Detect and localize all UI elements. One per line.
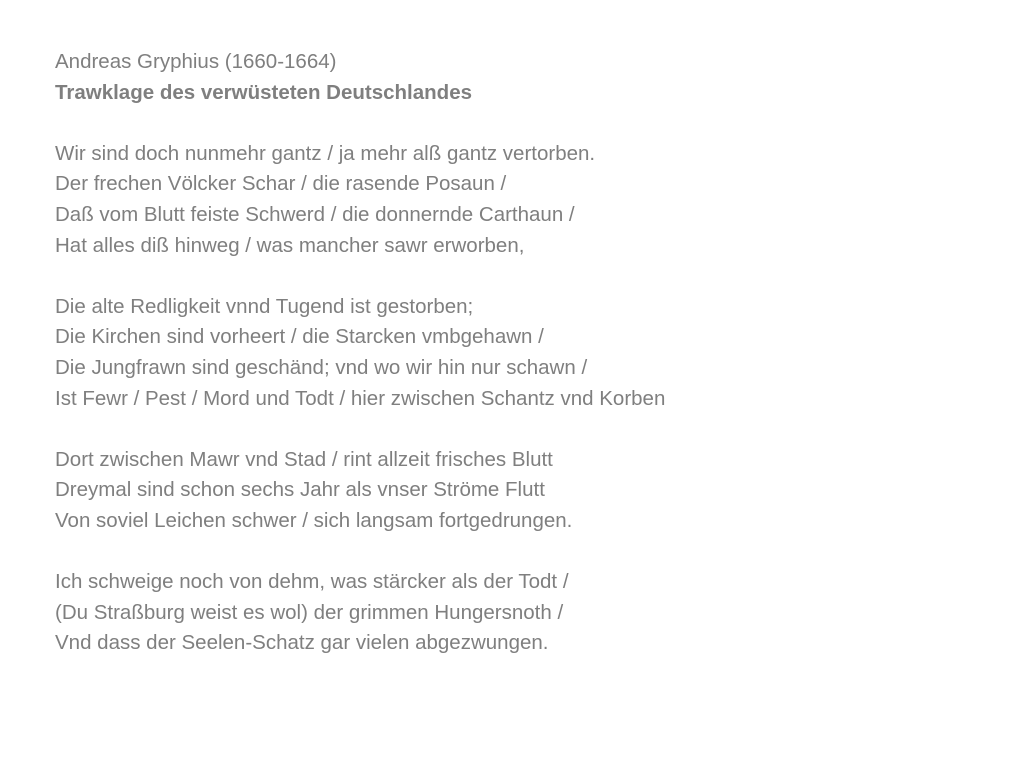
verse-line: Die alte Redligkeit vnnd Tugend ist gestorben; [55, 294, 474, 318]
verse-line: Dreymal sind schon sechs Jahr als vnser Ströme Flutt [55, 478, 545, 502]
stanza-4 [55, 567, 995, 659]
verse-line: Dort zwischen Mawr vnd Stad / rint allzeit frisches Blutt [55, 447, 553, 471]
poem-content [55, 47, 995, 659]
verse-line: Wir sind doch nunmehr gantz / ja mehr alß gantz vertorben. [55, 141, 596, 165]
verse-line: (Du Straßburg weist es wol) der grimmen Hungersnoth / [55, 600, 564, 624]
stanza-1 [55, 139, 995, 261]
verse-line: Die Jungfrawn sind geschänd; vnd wo wir hin nur schawn / [55, 355, 588, 379]
verse-line: Vnd dass der Seelen-Schatz gar vielen abgezwungen. [55, 631, 549, 655]
stanza-3 [55, 445, 995, 537]
verse-line: Daß vom Blutt feiste Schwerd / die donnernde Carthaun / [55, 202, 575, 226]
verse-line: Ist Fewr / Pest / Mord und Todt / hier zwischen Schantz vnd Korben [55, 386, 666, 410]
author-line: Andreas Gryphius (1660-1664) [55, 50, 337, 73]
poem-title: Trawklage des verwüsteten Deutschlandes [55, 80, 472, 104]
verse-line: Die Kirchen sind vorheert / die Starcken vmbgehawn / [55, 325, 544, 349]
verse-line: Hat alles diß hinweg / was mancher sawr erworben, [55, 233, 525, 257]
verse-line: Von soviel Leichen schwer / sich langsam fortgedrungen. [55, 508, 573, 532]
verse-line: Ich schweige noch von dehm, was stärcker als der Todt / [55, 570, 569, 594]
verse-line: Der frechen Völcker Schar / die rasende Posaun / [55, 172, 507, 196]
stanza-2 [55, 292, 995, 414]
